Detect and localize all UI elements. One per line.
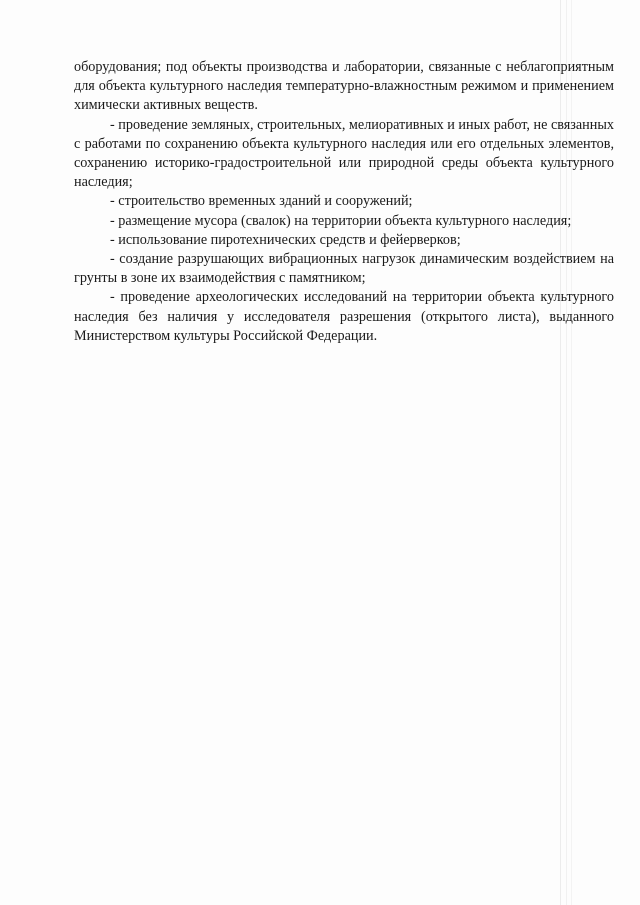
list-item-archaeology: - проведение археологических исследований на территории объекта культурного наследия без наличия у исследователя разрешения (открытого листа), выданного Министерством культуры Российской Федерации. bbox=[74, 289, 614, 344]
document-body bbox=[74, 58, 614, 346]
list-item-temporary-buildings: - строительство временных зданий и сооружений; bbox=[110, 193, 413, 210]
list-item-vibration-loads: - создание разрушающих вибрационных нагрузок динамическим воздействием на грунты в зоне их взаимодействия с памятником; bbox=[74, 251, 614, 287]
list-item-earthworks: - проведение земляных, строительных, мелиоративных и иных работ, не связанных с работами по сохранению объекта культурного наследия или его отдельных элементов, сохранению историко-градостроительной или природной среды объекта культурного наследия; bbox=[74, 116, 614, 191]
paragraph-continuation: оборудования; под объекты производства и лаборатории, связанные с неблагоприятным для объекта культурного наследия температурно-влажностным режимом и применением химически активных веществ. bbox=[74, 59, 614, 114]
list-item-pyrotechnics: - использование пиротехнических средств и фейерверков; bbox=[110, 231, 461, 248]
list-item-waste-disposal: - размещение мусора (свалок) на территории объекта культурного наследия; bbox=[110, 212, 572, 229]
